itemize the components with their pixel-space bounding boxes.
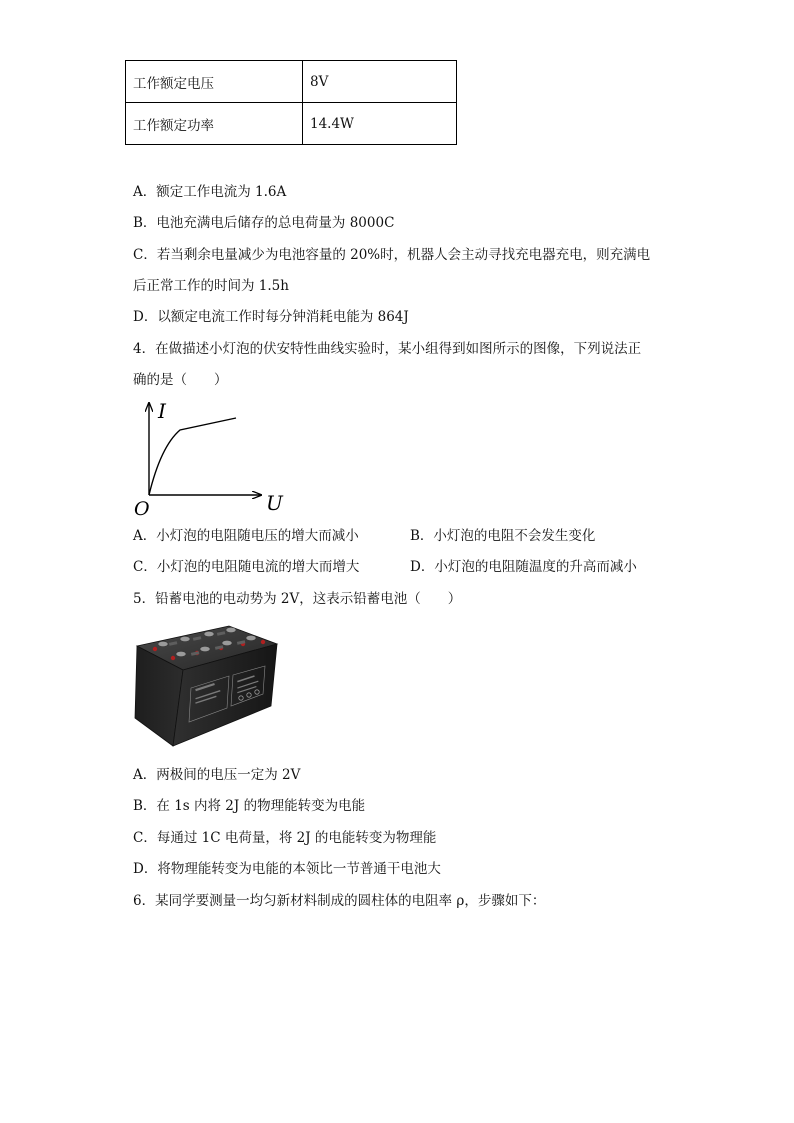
table-row	[126, 61, 457, 103]
q6-stem: 6．某同学要测量一均匀新材料制成的圆柱体的电阻率 ρ，步骤如下：	[133, 893, 546, 909]
q5-option-c: C．每通过 1C 电荷量，将 2J 的电能转变为物理能	[133, 830, 437, 846]
q5-stem: 5．铅蓄电池的电动势为 2V，这表示铅蓄电池（ ）	[133, 591, 462, 607]
spec-table	[125, 60, 457, 145]
q5-option-d: D．将物理能转变为电能的本领比一节普通干电池大	[133, 861, 441, 877]
spec-label-power: 工作额定功率	[126, 103, 303, 145]
graph-x-label: U	[266, 491, 283, 515]
spec-value-power: 14.4W	[303, 103, 457, 145]
spec-value-voltage: 8V	[303, 61, 457, 103]
q4-option-d: D．小灯泡的电阻随温度的升高而减小	[410, 559, 637, 575]
q4-stem-line2: 确的是（ ）	[133, 372, 228, 388]
q3-option-c-line1: C．若当剩余电量减少为电池容量的 20%时，机器人会主动寻找充电器充电，则充满电	[133, 247, 651, 263]
q3-option-d: D．以额定电流工作时每分钟消耗电能为 864J	[133, 309, 409, 325]
graph-y-label: I	[158, 399, 166, 423]
q4-option-b: B．小灯泡的电阻不会发生变化	[410, 528, 596, 544]
q3-option-b: B．电池充满电后储存的总电荷量为 8000C	[133, 215, 395, 231]
graph-origin-label: O	[134, 498, 150, 520]
iu-graph	[130, 398, 300, 520]
q5-option-a: A．两极间的电压一定为 2V	[133, 767, 301, 783]
lead-acid-battery-image	[133, 622, 281, 750]
spec-label-voltage: 工作额定电压	[126, 61, 303, 103]
q3-option-a: A．额定工作电流为 1.6A	[133, 184, 287, 200]
iu-curve	[149, 418, 236, 495]
q4-option-c: C．小灯泡的电阻随电流的增大而增大	[133, 559, 360, 575]
q4-stem-line1: 4．在做描述小灯泡的伏安特性曲线实验时，某小组得到如图所示的图像，下列说法正	[133, 341, 642, 357]
q3-option-c-line2: 后正常工作的时间为 1.5h	[133, 278, 289, 294]
table-row	[126, 103, 457, 145]
q5-option-b: B．在 1s 内将 2J 的物理能转变为电能	[133, 798, 366, 814]
q4-option-a: A．小灯泡的电阻随电压的增大而减小	[133, 528, 359, 544]
